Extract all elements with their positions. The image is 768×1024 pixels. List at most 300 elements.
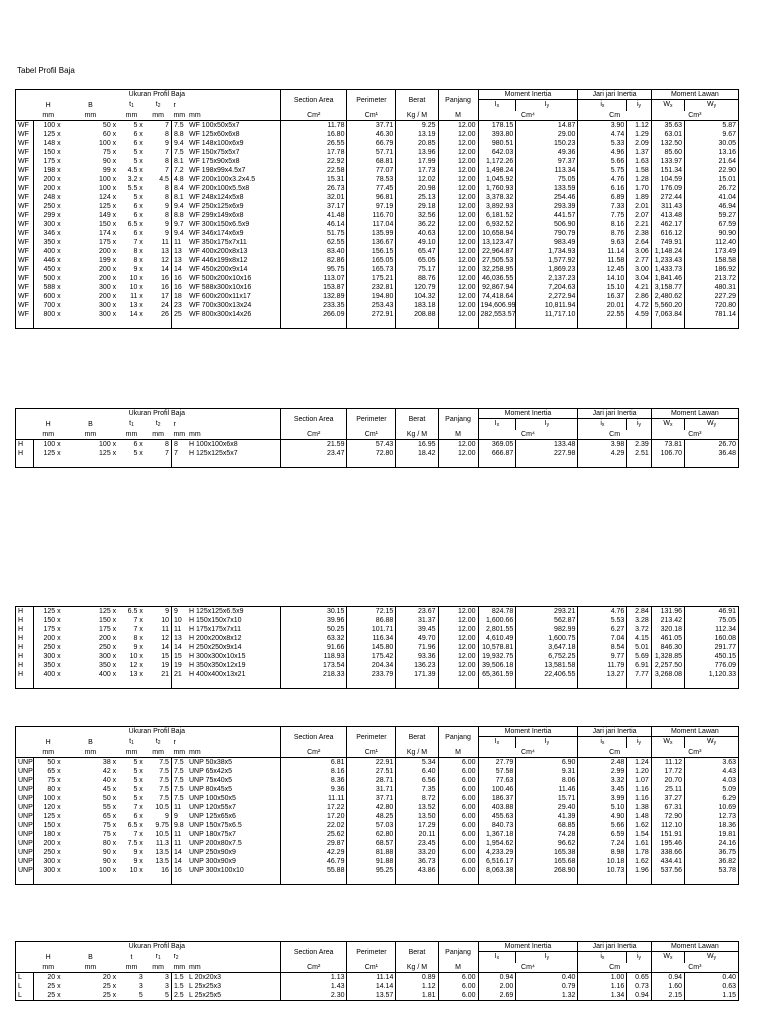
- header-moment-lawan: Moment Lawan: [651, 727, 738, 737]
- value-cell: 1.48: [627, 812, 651, 821]
- value-cell: 3.04: [627, 274, 651, 283]
- dim-h: 600 x: [34, 292, 63, 301]
- value-cell: 36.22: [396, 220, 438, 229]
- value-cell: 49.36: [516, 148, 578, 157]
- value-cell: 6.00: [438, 857, 478, 866]
- value-cell: 1,954.62: [478, 839, 516, 848]
- value-cell: 117.04: [347, 220, 396, 229]
- value-cell: 97.37: [516, 157, 578, 166]
- dim-r: 8.1: [171, 157, 187, 166]
- value-cell: 218.33: [280, 670, 347, 679]
- value-cell: 158.58: [685, 256, 738, 265]
- value-cell: 95.25: [347, 866, 396, 875]
- value-cell: 17.29: [396, 821, 438, 830]
- profile-name: WF 700x300x13x24: [188, 302, 252, 309]
- table-row: [16, 449, 738, 458]
- header-spacer: [16, 963, 34, 973]
- value-cell: 97.19: [347, 202, 396, 211]
- dim-t2: 12: [161, 635, 169, 642]
- dim-r: 14: [171, 848, 187, 857]
- dim-h: 100 x: [34, 440, 63, 450]
- profile-name: WF 248x124x5x8: [188, 194, 244, 201]
- value-cell: 293.21: [516, 607, 578, 616]
- dim-t1: 5 x: [133, 795, 143, 802]
- header-col-ix: $I_x$: [478, 952, 516, 964]
- value-cell: 749.91: [651, 238, 684, 247]
- header-unit-panjang: M: [438, 430, 478, 440]
- dim-h: 148 x: [34, 139, 63, 148]
- header-unit-mm: mm: [145, 963, 172, 973]
- blank-cell: [478, 319, 516, 328]
- value-cell: 12.00: [438, 193, 478, 202]
- value-cell: 93.36: [396, 652, 438, 661]
- dim-r: 1.5: [171, 973, 187, 983]
- value-cell: 133.97: [651, 157, 684, 166]
- header-panjang: Panjang: [438, 90, 478, 111]
- value-cell: 2.00: [478, 982, 516, 991]
- value-cell: 6.00: [438, 767, 478, 776]
- dim-t2: 8: [165, 131, 169, 138]
- header-col-b: B: [88, 738, 93, 746]
- value-cell: 116.34: [347, 634, 396, 643]
- dim-b: 300 x: [99, 311, 117, 318]
- value-cell: 20.70: [651, 776, 684, 785]
- header-perimeter: Perimeter: [347, 727, 396, 748]
- header-unit-mm: mm: [173, 964, 186, 971]
- value-cell: 1.13: [280, 973, 347, 983]
- profile-type: UNP: [18, 804, 33, 811]
- value-cell: 4.21: [627, 283, 651, 292]
- value-cell: 1.12: [627, 121, 651, 131]
- value-cell: 20.01: [578, 301, 627, 310]
- value-cell: 31.37: [396, 616, 438, 625]
- dim-r: 8.8: [171, 130, 187, 139]
- header-col-wx: $W_x$: [651, 952, 684, 964]
- value-cell: 1,498.24: [478, 166, 516, 175]
- header-col-r: r: [173, 738, 176, 746]
- table-row: [16, 148, 738, 157]
- value-cell: 175.21: [347, 274, 396, 283]
- value-cell: 1.78: [627, 848, 651, 857]
- blank-cell: [396, 679, 438, 688]
- profile-type: WF: [18, 302, 29, 309]
- value-cell: 74,418.64: [478, 292, 516, 301]
- header-unit-inertia: Cm⁴: [478, 430, 578, 440]
- value-cell: 3,268.08: [651, 670, 684, 679]
- dim-t1: 9 x: [133, 858, 143, 865]
- value-cell: 6.00: [438, 991, 478, 1000]
- profile-name: WF 446x199x8x12: [188, 257, 248, 264]
- value-cell: 9.25: [396, 121, 438, 131]
- table-row: [16, 643, 738, 652]
- value-cell: 74.28: [516, 830, 578, 839]
- value-cell: 6.00: [438, 830, 478, 839]
- value-cell: 17.20: [280, 812, 347, 821]
- table-row: [16, 175, 738, 184]
- header-spacer: [187, 419, 280, 431]
- table-row: [16, 776, 738, 785]
- value-cell: 86.88: [347, 616, 396, 625]
- header-moment-inertia: Moment Inertia: [478, 727, 578, 737]
- value-cell: 1.62: [627, 857, 651, 866]
- header-col-t2: $t_2$: [155, 100, 161, 109]
- header-spacer: [16, 100, 34, 112]
- value-cell: 81.88: [347, 848, 396, 857]
- value-cell: 4.76: [578, 607, 627, 616]
- header-unit-berat: Kg / M: [396, 748, 438, 758]
- value-cell: 3.99: [578, 794, 627, 803]
- value-cell: 4.74: [578, 130, 627, 139]
- value-cell: 30.05: [685, 139, 738, 148]
- dim-h: 80 x: [34, 785, 63, 794]
- header-berat: Berat: [396, 942, 438, 963]
- dim-b: 75 x: [102, 822, 117, 829]
- table-row: [16, 794, 738, 803]
- value-cell: 13.52: [396, 803, 438, 812]
- value-cell: 3,378.32: [478, 193, 516, 202]
- value-cell: 6.00: [438, 785, 478, 794]
- value-cell: 22.58: [280, 166, 347, 175]
- value-cell: 22.55: [578, 310, 627, 319]
- value-cell: 5.66: [578, 821, 627, 830]
- dim-r: 21: [171, 670, 187, 679]
- dim-t2: 3: [165, 983, 169, 990]
- value-cell: 8.72: [396, 794, 438, 803]
- blank-cell: [16, 458, 34, 467]
- profile-name: UNP 200x80x7.5: [188, 840, 242, 847]
- value-cell: 23.67: [396, 607, 438, 616]
- value-cell: 1.07: [627, 776, 651, 785]
- blank-cell: [578, 319, 627, 328]
- profile-type: WF: [18, 167, 29, 174]
- value-cell: 63.32: [280, 634, 347, 643]
- header-section-area: Section Area: [280, 90, 347, 111]
- blank-cell: [187, 679, 280, 688]
- header-col-r1: $r_1$: [155, 952, 161, 961]
- value-cell: 2,137.23: [516, 274, 578, 283]
- value-cell: 983.49: [516, 238, 578, 247]
- dim-r: 8: [171, 440, 187, 450]
- header-unit-panjang: M: [438, 111, 478, 121]
- dim-r: 18: [171, 292, 187, 301]
- value-cell: 11.14: [578, 247, 627, 256]
- value-cell: 9.77: [578, 652, 627, 661]
- value-cell: 16.80: [280, 130, 347, 139]
- value-cell: 73.81: [651, 440, 684, 450]
- value-cell: 11.14: [347, 973, 396, 983]
- value-cell: 1,233.43: [651, 256, 684, 265]
- dim-t1: 5 x: [133, 158, 143, 165]
- header-col-h: H: [45, 738, 51, 746]
- value-cell: 37.71: [347, 794, 396, 803]
- blank-cell: [516, 875, 578, 884]
- value-cell: 12.00: [438, 256, 478, 265]
- profile-type: WF: [18, 122, 29, 129]
- table-row: [16, 785, 738, 794]
- profile-type: WF: [18, 266, 29, 273]
- value-cell: 1.16: [627, 794, 651, 803]
- value-cell: 6.00: [438, 803, 478, 812]
- profile-type: UNP: [18, 795, 33, 802]
- value-cell: 1.24: [627, 758, 651, 768]
- dim-h: 588 x: [34, 283, 63, 292]
- value-cell: 253.43: [347, 301, 396, 310]
- dim-t2: 16: [161, 275, 169, 282]
- table-row: [16, 121, 738, 131]
- value-cell: 5.09: [685, 785, 738, 794]
- value-cell: 17.78: [280, 148, 347, 157]
- dim-b: 200 x: [99, 635, 117, 642]
- header-unit-mm: mm: [34, 963, 63, 973]
- header-jari-inertia: Jari jari Inertia: [578, 90, 651, 100]
- value-cell: 12.00: [438, 670, 478, 679]
- header-unit-mm: mm: [187, 430, 280, 440]
- value-cell: 8.54: [578, 643, 627, 652]
- value-cell: 12.00: [438, 652, 478, 661]
- dim-t2: 7: [165, 167, 169, 174]
- header-col-t2: $t_2$: [155, 737, 161, 746]
- profile-name: UNP 65x42x5: [188, 768, 233, 775]
- blank-cell: [651, 319, 684, 328]
- table-row: [16, 812, 738, 821]
- value-cell: 666.87: [478, 449, 516, 458]
- table-wf: [16, 90, 738, 328]
- table-row: [16, 229, 738, 238]
- header-perimeter: Perimeter: [347, 942, 396, 963]
- value-cell: 7.75: [578, 211, 627, 220]
- value-cell: 12.00: [438, 616, 478, 625]
- value-cell: 10.73: [578, 866, 627, 875]
- dim-r: 19: [171, 661, 187, 670]
- value-cell: 75.05: [685, 616, 738, 625]
- value-cell: 1.70: [627, 184, 651, 193]
- value-cell: 6.40: [396, 767, 438, 776]
- value-cell: 462.17: [651, 220, 684, 229]
- profile-type: H: [18, 617, 24, 624]
- value-cell: 6,932.52: [478, 220, 516, 229]
- header-spacer: [16, 952, 34, 964]
- value-cell: 65,361.59: [478, 670, 516, 679]
- dim-h: 150 x: [34, 148, 63, 157]
- value-cell: 1.28: [627, 175, 651, 184]
- header-col-iy: $I_y$: [516, 100, 578, 112]
- dim-b: 300 x: [99, 284, 117, 291]
- blank-cell: [347, 875, 396, 884]
- dim-h: 100 x: [34, 121, 63, 131]
- dim-b: 175 x: [99, 239, 117, 246]
- profile-name: WF 400x200x8x13: [188, 248, 248, 255]
- value-cell: 46.79: [280, 857, 347, 866]
- dim-t1: 4.5 x: [127, 167, 143, 174]
- dim-t2: 11: [161, 239, 169, 246]
- dim-h: 175 x: [34, 625, 63, 634]
- blank-cell: [347, 319, 396, 328]
- blank-cell: [280, 875, 347, 884]
- table-row: [16, 292, 738, 301]
- profile-type: WF: [18, 140, 29, 147]
- header-col-wx: $W_x$: [651, 100, 684, 112]
- value-cell: 83.40: [280, 247, 347, 256]
- value-cell: 18.36: [685, 821, 738, 830]
- value-cell: 91.88: [347, 857, 396, 866]
- blank-cell: [347, 679, 396, 688]
- dim-t2: 10.5: [155, 804, 169, 811]
- blank-cell: [516, 679, 578, 688]
- dim-b: 250 x: [99, 644, 117, 651]
- dim-b: 300 x: [99, 653, 117, 660]
- dim-h: 346 x: [34, 229, 63, 238]
- table-h-bottom: [16, 607, 738, 688]
- dim-b: 38 x: [102, 759, 117, 766]
- value-cell: 1.20: [627, 767, 651, 776]
- value-cell: 17.72: [651, 767, 684, 776]
- dim-b: 125 x: [99, 608, 117, 615]
- value-cell: 62.55: [280, 238, 347, 247]
- value-cell: 5.69: [627, 652, 651, 661]
- value-cell: 13.96: [396, 148, 438, 157]
- value-cell: 78.53: [347, 175, 396, 184]
- value-cell: 434.41: [651, 857, 684, 866]
- profile-name: H 250x250x9x14: [189, 644, 242, 651]
- value-cell: 46.30: [347, 130, 396, 139]
- value-cell: 450.15: [685, 652, 738, 661]
- table-row: [16, 758, 738, 768]
- dim-t1: 9 x: [133, 266, 143, 273]
- blank-cell: [438, 319, 478, 328]
- profile-name: WF 200x100x3.2x4.5: [188, 176, 256, 183]
- value-cell: 183.18: [396, 301, 438, 310]
- value-cell: 12.00: [438, 139, 478, 148]
- dim-r: 2.5: [171, 991, 187, 1000]
- value-cell: 23.45: [396, 839, 438, 848]
- dim-t2: 7.5: [159, 759, 169, 766]
- value-cell: 2.69: [478, 991, 516, 1000]
- blank-cell: [478, 679, 516, 688]
- dim-t1: 10 x: [129, 284, 143, 291]
- dim-t1: 8 x: [133, 635, 143, 642]
- value-cell: 537.56: [651, 866, 684, 875]
- value-cell: 26.70: [685, 440, 738, 450]
- dim-t1: 3.2 x: [127, 176, 143, 183]
- value-cell: 113.07: [280, 274, 347, 283]
- blank-cell: [627, 875, 651, 884]
- profile-name: UNP 300x90x9: [188, 858, 236, 865]
- value-cell: 1,600.75: [516, 634, 578, 643]
- value-cell: 71.96: [396, 643, 438, 652]
- dim-h: 800 x: [34, 310, 63, 319]
- dim-b: 174 x: [99, 230, 117, 237]
- value-cell: 25.11: [651, 785, 684, 794]
- value-cell: 9.67: [685, 130, 738, 139]
- value-cell: 1.63: [627, 157, 651, 166]
- value-cell: 1,433.73: [651, 265, 684, 274]
- value-cell: 12.00: [438, 229, 478, 238]
- profile-name: H 125x125x6.5x9: [189, 608, 244, 615]
- dim-t1: 6 x: [133, 203, 143, 210]
- value-cell: 22.90: [685, 166, 738, 175]
- value-cell: 824.78: [478, 607, 516, 616]
- value-cell: 1.15: [685, 991, 738, 1000]
- profile-type: UNP: [18, 813, 33, 820]
- profile-name: WF 250x125x6x9: [188, 203, 244, 210]
- profile-name: UNP 150x75x6.5: [188, 822, 242, 829]
- dim-b: 200 x: [99, 293, 117, 300]
- blank-cell: [438, 458, 478, 467]
- value-cell: 13,123.47: [478, 238, 516, 247]
- header-berat: Berat: [396, 90, 438, 111]
- value-cell: 3.98: [578, 440, 627, 450]
- dim-t2: 3: [165, 974, 169, 981]
- value-cell: 6.00: [438, 821, 478, 830]
- header-unit-mm: mm: [63, 111, 119, 121]
- blank-cell: [187, 319, 280, 328]
- value-cell: 15.31: [280, 175, 347, 184]
- table-row: [16, 866, 738, 875]
- value-cell: 77.63: [478, 776, 516, 785]
- value-cell: 36.48: [685, 449, 738, 458]
- header-col-ix: $I_x$: [478, 419, 516, 431]
- header-unit-lawan: Cm³: [651, 111, 738, 121]
- blank-cell: [627, 679, 651, 688]
- profile-type: L: [18, 992, 22, 999]
- blank-cell: [63, 679, 119, 688]
- dim-t2: 11.3: [155, 840, 169, 847]
- header-col-t: t: [130, 953, 133, 961]
- dim-t2: 9: [165, 230, 169, 237]
- dim-t1: 5 x: [133, 122, 143, 129]
- value-cell: 12.00: [438, 166, 478, 175]
- header-unit-jari: Cm: [578, 111, 651, 121]
- value-cell: 41.04: [685, 193, 738, 202]
- dim-t2: 21: [161, 671, 169, 678]
- profile-name: H 175x175x7x11: [189, 626, 242, 633]
- dim-t2: 13.5: [155, 849, 169, 856]
- value-cell: 41.39: [516, 812, 578, 821]
- dim-t1: 5 x: [133, 194, 143, 201]
- value-cell: 27,505.53: [478, 256, 516, 265]
- profile-type: H: [18, 608, 24, 615]
- value-cell: 10,578.81: [478, 643, 516, 652]
- table-row: [16, 310, 738, 319]
- value-cell: 11.12: [651, 758, 684, 768]
- blank-cell: [187, 458, 280, 467]
- value-cell: 59.27: [685, 211, 738, 220]
- blank-cell: [63, 319, 119, 328]
- header-unit-mm: mm: [187, 963, 280, 973]
- value-cell: 12.00: [438, 148, 478, 157]
- value-cell: 46,036.55: [478, 274, 516, 283]
- dim-b: 80 x: [102, 840, 117, 847]
- dim-t1: 10 x: [129, 867, 143, 874]
- value-cell: 82.86: [280, 256, 347, 265]
- value-cell: 5,560.20: [651, 301, 684, 310]
- value-cell: 22,406.55: [516, 670, 578, 679]
- profile-name: H 100x100x6x8: [188, 441, 238, 448]
- value-cell: 72.80: [347, 449, 396, 458]
- header-col-ix: $I_x$: [478, 100, 516, 112]
- dim-r: 9.8: [171, 821, 187, 830]
- value-cell: 338.66: [651, 848, 684, 857]
- profile-name: L 25x25x3: [188, 983, 222, 990]
- value-cell: 6.00: [438, 776, 478, 785]
- profile-type: H: [18, 653, 24, 660]
- profile-name: UNP 250x90x9: [188, 849, 236, 856]
- value-cell: 20.98: [396, 184, 438, 193]
- blank-cell: [627, 319, 651, 328]
- dim-r: 14: [171, 265, 187, 274]
- value-cell: 12.00: [438, 247, 478, 256]
- blank-cell: [396, 458, 438, 467]
